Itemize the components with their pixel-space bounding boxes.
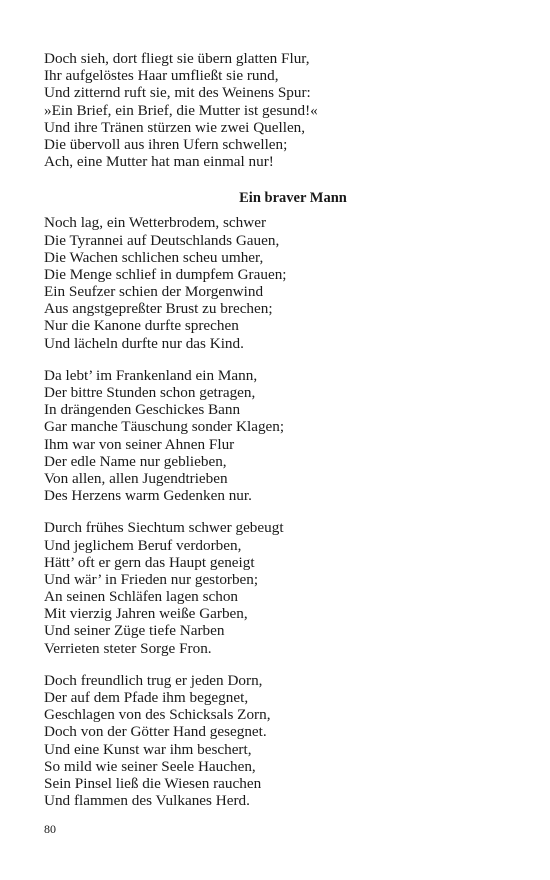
verse-line: Und ihre Tränen stürzen wie zwei Quellen, <box>44 118 306 136</box>
verse-line: Noch lag, ein Wetterbrodem, schwer <box>44 214 267 232</box>
verse-line: An seinen Schläfen lagen schon <box>44 588 239 606</box>
verse-line: Ihm war von seiner Ahnen Flur <box>44 435 235 453</box>
verse-line: Sein Pinsel ließ die Wiesen rauchen <box>44 774 262 792</box>
verse-line: Aus angstgepreßter Brust zu brechen; <box>44 300 273 318</box>
book-page <box>44 50 514 809</box>
verse-line: Und wär’ in Frieden nur gestorben; <box>44 570 259 588</box>
verse-line: Von allen, allen Jugendtrieben <box>44 469 228 487</box>
verse-line: Gar manche Täuschung sonder Klagen; <box>44 418 285 436</box>
verse-line: Die Wachen schlichen scheu umher, <box>44 248 264 266</box>
verse-line: Der auf dem Pfade ihm begegnet, <box>44 689 249 706</box>
intro-stanza <box>44 50 514 170</box>
verse-line: Ein Seufzer schien der Morgenwind <box>44 283 264 301</box>
verse-line: Der bittre Stunden schon getragen, <box>44 384 256 401</box>
poem-stanza-3 <box>44 519 514 657</box>
verse-line: Des Herzens warm Gedenken nur. <box>44 487 252 505</box>
verse-line: Doch sieh, dort fliegt sie übern glatten Flur, <box>44 50 310 67</box>
verse-line: Und lächeln durfte nur das Kind. <box>44 334 244 352</box>
verse-line: Die übervoll aus ihren Ufern schwellen; <box>44 135 288 153</box>
verse-line: Verrieten steter Sorge Fron. <box>44 639 212 657</box>
verse-line: Geschlagen von des Schicksals Zorn, <box>44 706 271 724</box>
verse-line: Nur die Kanone durfte sprechen <box>44 317 239 335</box>
poem-stanza-2 <box>44 367 514 505</box>
verse-line: Und zitternd ruft sie, mit des Weinens Spur: <box>44 84 311 102</box>
verse-line: Und seiner Züge tiefe Narben <box>44 622 225 640</box>
verse-line: Doch freundlich trug er jeden Dorn, <box>44 671 263 689</box>
poem-stanza-4 <box>44 672 514 810</box>
verse-line: Doch von der Götter Hand gesegnet. <box>44 723 267 741</box>
verse-line: Da lebt’ im Frankenland ein Mann, <box>44 366 258 384</box>
verse-line: Der edle Name nur geblieben, <box>44 452 227 470</box>
verse-line: Durch frühes Siechtum schwer gebeugt <box>44 519 284 537</box>
page-number: 80 <box>44 822 56 836</box>
verse-line: »Ein Brief, ein Brief, die Mutter ist gesund!« <box>44 101 318 119</box>
verse-line: Ach, eine Mutter hat man einmal nur! <box>44 153 274 171</box>
verse-line: Und jeglichem Beruf verdorben, <box>44 536 242 554</box>
verse-line: Hätt’ oft er gern das Haupt geneigt <box>44 553 255 571</box>
verse-line: Und flammen des Vulkanes Herd. <box>44 792 250 810</box>
verse-line: Mit vierzig Jahren weiße Garben, <box>44 605 248 623</box>
verse-line: Und eine Kunst war ihm beschert, <box>44 740 252 758</box>
verse-line: In drängenden Geschickes Bann <box>44 401 241 419</box>
verse-line: So mild wie seiner Seele Hauchen, <box>44 757 256 775</box>
poem-title: Ein braver Mann <box>239 190 347 207</box>
poem-stanza-1 <box>44 214 514 352</box>
verse-line: Ihr aufgelöstes Haar umfließt sie rund, <box>44 67 279 85</box>
verse-line: Die Tyrannei auf Deutschlands Gauen, <box>44 231 280 249</box>
verse-line: Die Menge schlief in dumpfem Grauen; <box>44 265 287 283</box>
